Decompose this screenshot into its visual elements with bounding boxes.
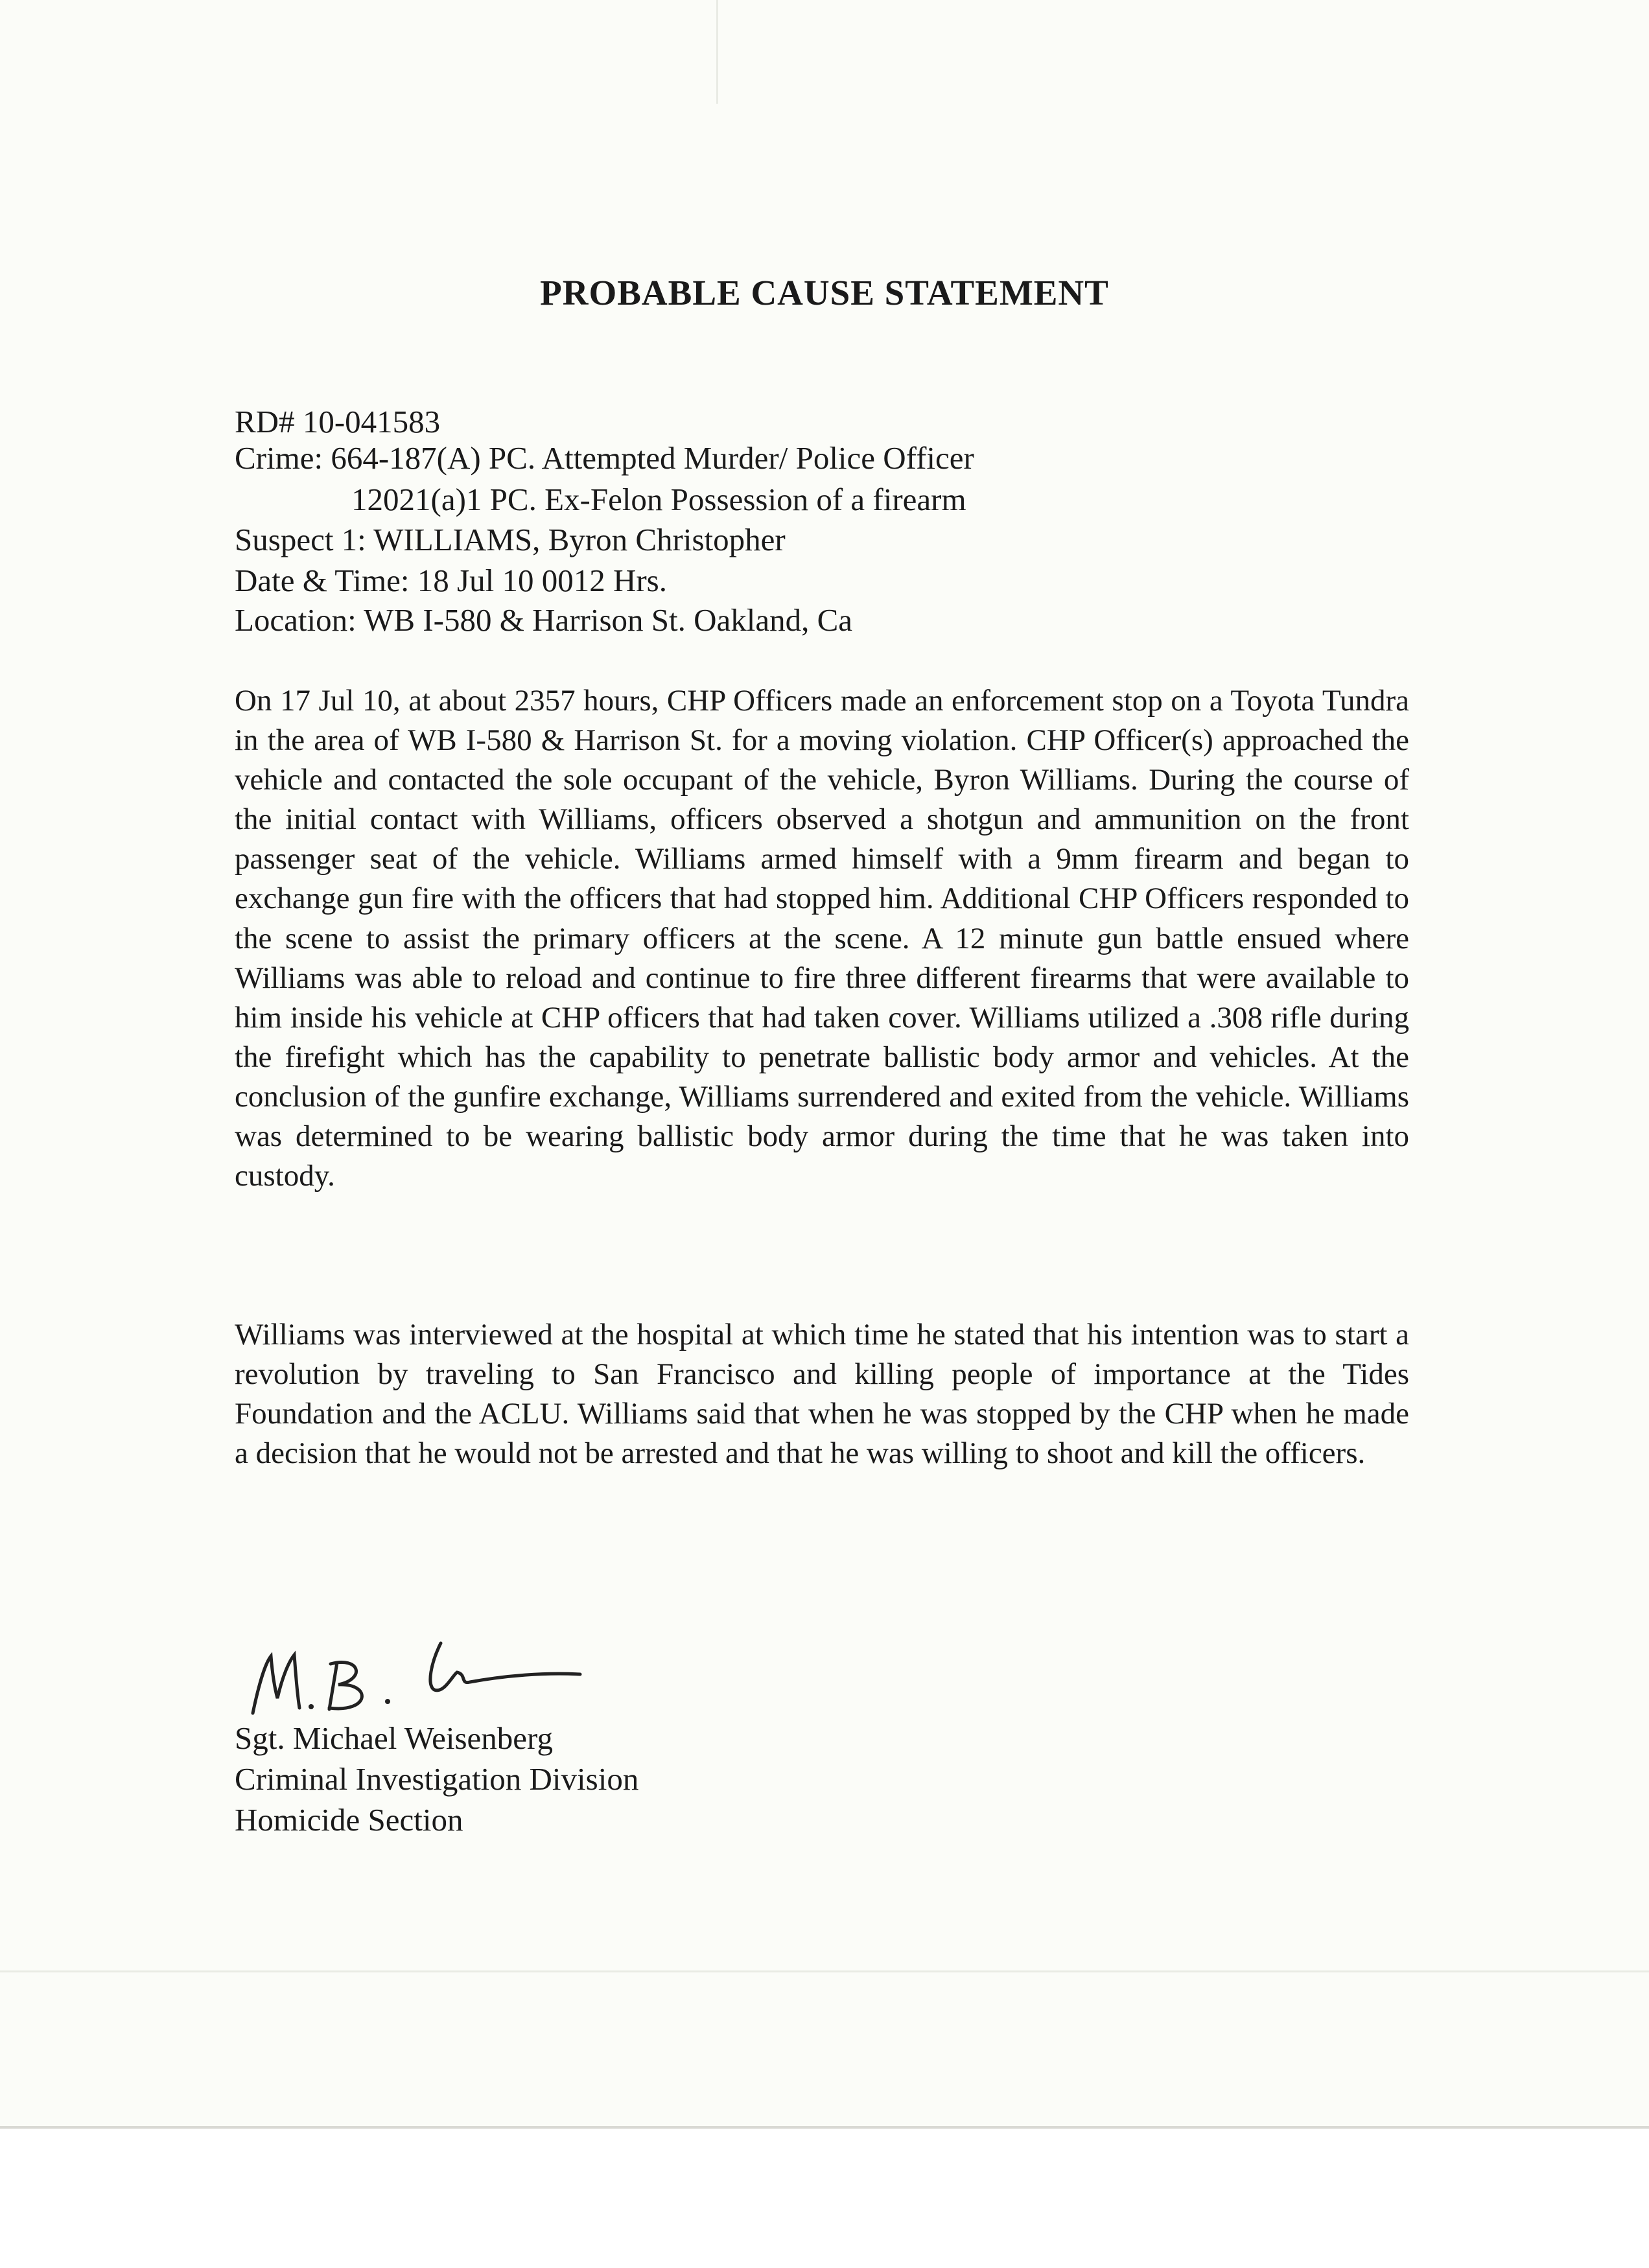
crime-line-2: 12021(a)1 PC. Ex-Felon Possession of a firearm: [351, 482, 966, 517]
narrative-paragraph-2: Williams was interviewed at the hospital at which time he stated that his intention was to start a revolution by traveling to San Francisco and killing people of importance at the Tides Foundation and the ACLU. Williams said that when he was stopped by the CHP when he made a decision that he would not be arrested and that he was willing to shoot and kill the officers.: [235, 1318, 1409, 1471]
suspect-line: Suspect 1: WILLIAMS, Byron Christopher: [235, 522, 786, 557]
crime-line-1: Crime: 664-187(A) PC. Attempted Murder/ Police Officer: [235, 440, 974, 476]
date-time-line: Date & Time: 18 Jul 10 0012 Hrs.: [235, 563, 667, 598]
signer-section: Homicide Section: [235, 1802, 463, 1838]
scanner-background: [0, 2129, 1649, 2268]
narrative-paragraph-1: On 17 Jul 10, at about 2357 hours, CHP Officers made an enforcement stop on a Toyota Tundra in the area of WB I-580 & Harrison St. for a moving violation. CHP Officer(s) approached the vehicle and contacted the sole occupant of the vehicle, Byron Williams. During the course of the initial contact with Williams, officers observed a shotgun and ammunition on the front passenger seat of the vehicle. Williams armed himself with a 9mm firearm and began to exchange gun fire with the officers that had stopped him. Additional CHP Officers responded to the scene to assist the primary officers at the scene. A 12 minute gun battle ensued where Williams was able to reload and continue to fire three different firearms that were available to him inside his vehicle at CHP officers that had taken cover. Williams utilized a .308 rifle during the firefight which has the capability to penetrate ballistic body armor and vehicles. At the conclusion of the gunfire exchange, Williams surrendered and exited from the vehicle. Williams was determined to be wearing ballistic body armor during the time that he was taken into custody.: [235, 684, 1409, 1193]
rd-number: RD# 10-041583: [235, 404, 441, 439]
document-title: PROBABLE CAUSE STATEMENT: [540, 273, 1109, 312]
paper-crease: [716, 0, 718, 104]
location-line: Location: WB I-580 & Harrison St. Oakland, Ca: [235, 602, 853, 638]
signature: [246, 1637, 583, 1721]
paper-crease: [0, 1970, 1649, 1972]
signer-division: Criminal Investigation Division: [235, 1761, 639, 1797]
signer-name: Sgt. Michael Weisenberg: [235, 1720, 553, 1756]
